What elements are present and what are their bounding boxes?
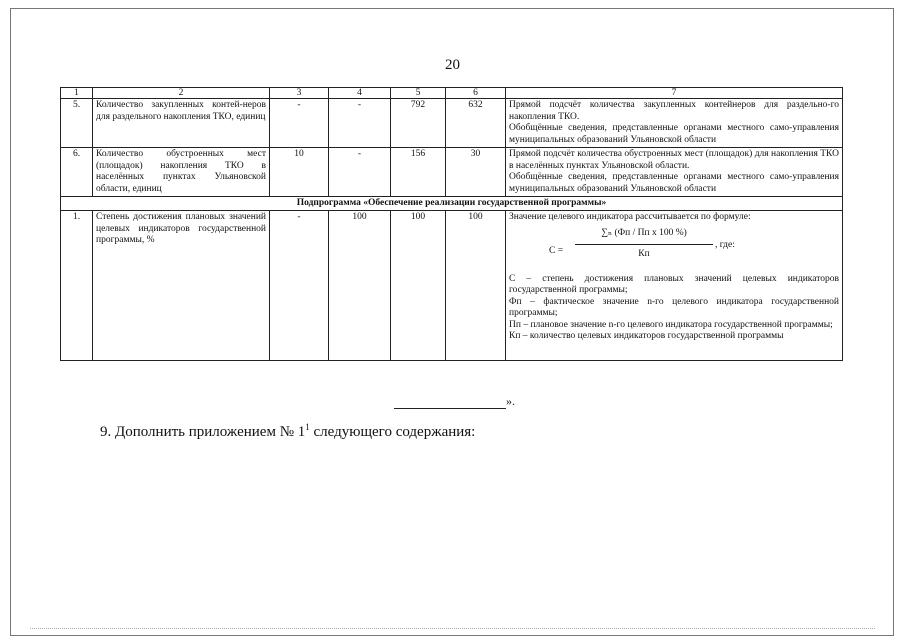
value-cell: -: [270, 99, 329, 148]
header-cell: 4: [329, 88, 391, 99]
value-cell: 30: [446, 148, 506, 197]
closing-quote: ».: [506, 394, 515, 408]
subprogram-row: [61, 197, 843, 211]
blank-line: [394, 396, 506, 409]
value-cell: 100: [391, 211, 446, 361]
item-9-text: 9. Дополнить приложением № 1: [100, 424, 306, 440]
table-row: [61, 148, 843, 197]
header-cell: 5: [391, 88, 446, 99]
definition-text: Кп – количество целевых индикаторов государственной программы: [509, 331, 784, 341]
row-number: 6.: [61, 148, 93, 197]
subprogram-title: Подпрограмма «Обеспечение реализации государственной программы»: [61, 197, 843, 211]
closing-line: [394, 394, 515, 409]
value-cell: 100: [329, 211, 391, 361]
header-cell: 6: [446, 88, 506, 99]
value-cell: 792: [391, 99, 446, 148]
formula-denominator: Кп: [638, 248, 650, 259]
table-row: [61, 211, 843, 361]
value-cell: 10: [270, 148, 329, 197]
indicators-table: [60, 87, 843, 361]
definition-text: Пп – плановое значение n-го целевого индикатора государственной программы;: [509, 319, 833, 330]
header-cell: 1: [61, 88, 93, 99]
scan-artifact-line: [30, 628, 875, 630]
method-text: Обобщённые сведения, представленные органами местного само-управления муниципальных образований Ульяновской области: [509, 172, 839, 194]
value-cell: 156: [391, 148, 446, 197]
table-row: [61, 99, 843, 148]
table-header-row: [61, 88, 843, 99]
value-cell: -: [329, 148, 391, 197]
definition-text: С – степень достижения плановых значений целевых индикаторов государственной программы;: [509, 273, 839, 295]
row-number: 1.: [61, 211, 93, 361]
indicator-name: Количество обустроенных мест (площадок) накопления ТКО в населённых пунктах Ульяновской области, единиц: [93, 148, 270, 197]
method-text: Обобщённые сведения, представленные органами местного само-управления муниципальных образований Ульяновской области: [509, 123, 839, 145]
value-cell: -: [329, 99, 391, 148]
method-cell: [506, 211, 843, 361]
header-cell: 7: [506, 88, 843, 99]
header-cell: 2: [93, 88, 270, 99]
page-number: 20: [445, 57, 460, 73]
formula-numerator: ∑ₙ (Фп / Пп x 100 %): [601, 227, 687, 238]
item-9-sup: 1: [305, 422, 310, 432]
value-cell: -: [270, 211, 329, 361]
item-9-paragraph: [100, 422, 475, 441]
value-cell: 100: [446, 211, 506, 361]
definition-text: Фп – фактическое значение n-го целевого индикатора государственной программы;: [509, 296, 839, 318]
method-text: Прямой подсчёт количества обустроенных мест (площадок) для накопления ТКО в населённых пунктах Ульяновской области.: [509, 149, 839, 171]
indicator-name: Количество закупленных контей-неров для раздельного накопления ТКО, единиц: [93, 99, 270, 148]
indicator-name: Степень достижения плановых значений целевых индикаторов государственной программы, %: [93, 211, 270, 361]
method-text: Значение целевого индикатора рассчитывается по формуле:: [509, 212, 751, 222]
header-cell: 3: [270, 88, 329, 99]
item-9-rest: следующего содержания:: [309, 424, 476, 440]
value-cell: 632: [446, 99, 506, 148]
row-number: 5.: [61, 99, 93, 148]
method-cell: [506, 99, 843, 148]
method-text: Прямой подсчёт количества закупленных контейнеров для раздельно-го накопления ТКО.: [509, 100, 839, 122]
fraction-bar: [575, 244, 713, 245]
formula-suffix: , где:: [715, 239, 735, 250]
formula-lhs: С =: [549, 245, 564, 256]
method-cell: [506, 148, 843, 197]
formula: [509, 224, 839, 274]
